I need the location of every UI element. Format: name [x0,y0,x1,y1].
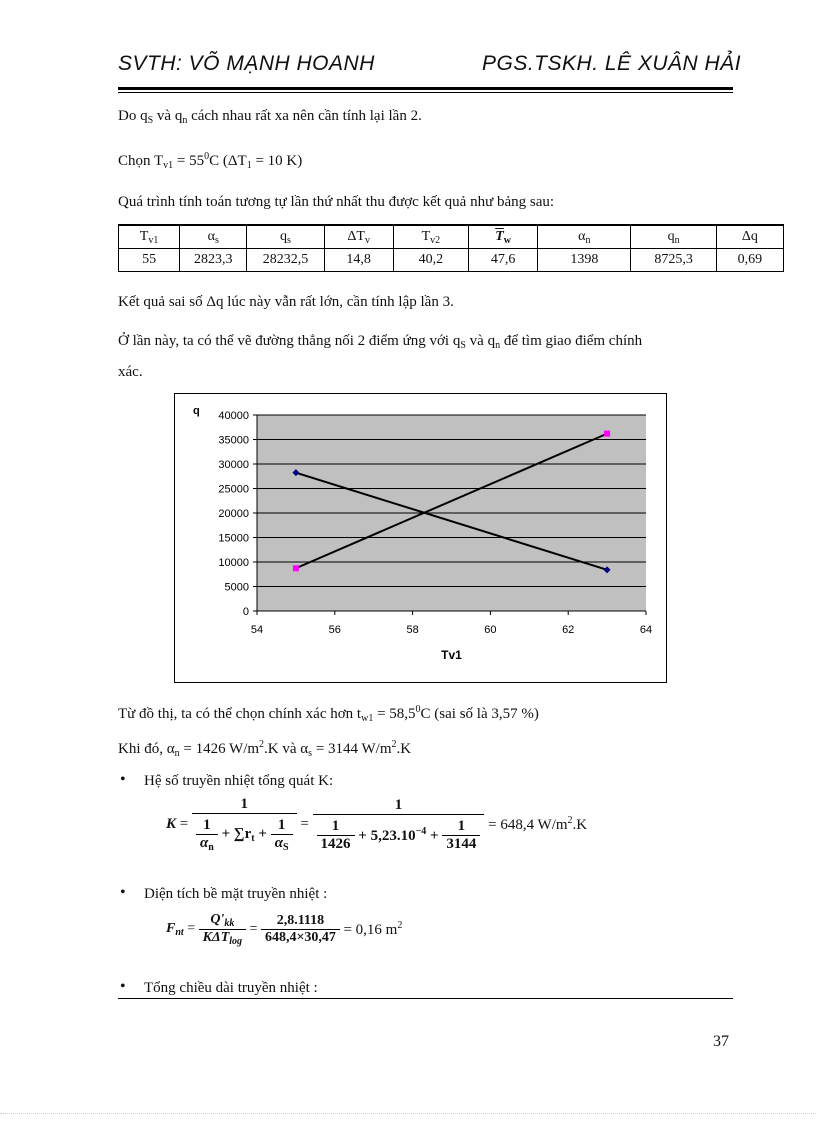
page-edge [0,1113,816,1114]
table-cell: 14,8 [324,249,393,272]
paragraph-1: Do $q_S$ và $q_n$ cách nhau rất xa nên cần tính lại lần 2. [118,108,422,126]
bullet-text-3: Tổng chiều dài truyền nhiệt : [144,980,318,996]
table-header-cell: $\overline{T}_w$ [469,225,538,249]
paragraph-5-line2: xác. [118,364,143,380]
x-tick-label: 62 [562,624,575,636]
data-point-qn [604,431,610,437]
x-tick-label: 58 [406,624,419,636]
formula-k: K = 1 $\frac{1}{\alpha_n}$ + $\sum r_t$ + $\frac{1}{\alpha_S}$ = 1 $\frac{1}{1426}$ + $5,23.10^{-4}$ + $\frac{1}{3144}$ = 648,4 $W/m^2.K$ [166,796,588,853]
results-table [118,224,784,272]
x-tick-label: 64 [639,624,653,636]
bullet-text-2: Diện tích bề mặt truyền nhiệt : [144,886,328,902]
table-header-cell: $T_{v2}$ [393,225,468,249]
table-cell: 0,69 [716,249,783,272]
header-rule [118,87,733,90]
y-tick-label: 35000 [218,434,249,447]
table-cell: 28232,5 [247,249,324,272]
y-tick-label: 25000 [218,483,249,496]
formula-f: $F_{nt}$ = $\frac{Q'_{kk}}{K\Delta T_{log}}$ = $\frac{2,8.1118}{648,4\times 30,47}$ = 0,16 $m^2$ [166,912,403,947]
x-tick-label: 54 [250,624,264,636]
formula-k-fraction-1: 1 $\frac{1}{\alpha_n}$ + $\sum r_t$ + $\frac{1}{\alpha_S}$ [192,796,297,853]
y-tick-label: 0 [242,606,249,618]
header-rule-thin [118,92,733,93]
table-header-cell: Δq [716,225,783,249]
paragraph-4: Kết quả sai số Δq lúc này vẫn rất lớn, cần tính lập lần 3. [118,294,454,310]
y-tick-label: 20000 [218,508,249,520]
table-cell: 1398 [538,249,631,272]
y-tick-label: 15000 [218,532,249,545]
y-axis-label: q [193,405,200,417]
paragraph-2: Chọn $T_{v1} = 55^0C$ ($\Delta T_1 = 10$ K) [118,151,303,171]
chart-frame [174,393,667,683]
table-cell: 55 [119,249,180,272]
formula-f-fraction-2: $\frac{2,8.1118}{648,4\times 30,47}$ [261,913,340,946]
table-row [119,249,784,272]
bullet-icon: • [120,978,126,995]
line-chart [175,394,666,682]
table-cell: 2823,3 [180,249,247,272]
y-tick-label: 30000 [218,459,249,471]
table-header-cell: $q_n$ [631,225,716,249]
table-header-cell: $\Delta T_v$ [324,225,393,249]
table-header-cell: $q_s$ [247,225,324,249]
table-cell: 8725,3 [631,249,716,272]
y-tick-label: 40000 [218,410,249,422]
paragraph-6: Từ đồ thị, ta có thể chọn chính xác hơn $t_{w1} = 58,5^0C$ (sai số là 3,57 %) [118,704,539,724]
table-header-row [119,225,784,249]
footer-rule [118,998,733,999]
table-header-cell: $T_{v1}$ [119,225,180,249]
x-tick-label: 56 [328,624,341,636]
page-number: 37 [713,1033,729,1050]
table-header-cell: $\alpha_s$ [180,225,247,249]
bullet-text-1: Hệ số truyền nhiệt tổng quát K: [144,773,334,789]
x-tick-label: 60 [484,624,497,636]
formula-f-fraction-1: $\frac{Q'_{kk}}{K\Delta T_{log}}$ [199,912,246,947]
table-header-cell: $\alpha_n$ [538,225,631,249]
bullet-icon: • [120,884,126,901]
y-tick-label: 5000 [224,581,249,594]
paragraph-5: Ở lần này, ta có thể vẽ đường thẳng nối 2 điểm ứng với $q_S$ và $q_n$ để tìm giao điểm chính [118,333,643,351]
paragraph-7: Khi đó, $\alpha_n = 1426$ $W/m^2.K$ và $\alpha_s = 3144$ $W/m^2.K$ [118,739,412,759]
header-supervisor: PGS.TSKH. LÊ XUÂN HẢI [482,52,742,75]
y-tick-label: 10000 [218,557,249,569]
formula-k-fraction-2: 1 $\frac{1}{1426}$ + $5,23.10^{-4}$ + $\frac{1}{3144}$ [313,797,485,853]
x-axis-label: Tv1 [441,648,462,662]
table-cell: 47,6 [469,249,538,272]
data-point-qn [293,565,299,571]
paragraph-3: Quá trình tính toán tương tự lần thứ nhất thu được kết quả như bảng sau: [118,194,555,210]
table-cell: 40,2 [393,249,468,272]
bullet-icon: • [120,771,126,788]
header-author: SVTH: VÕ MẠNH HOANH [118,52,375,75]
